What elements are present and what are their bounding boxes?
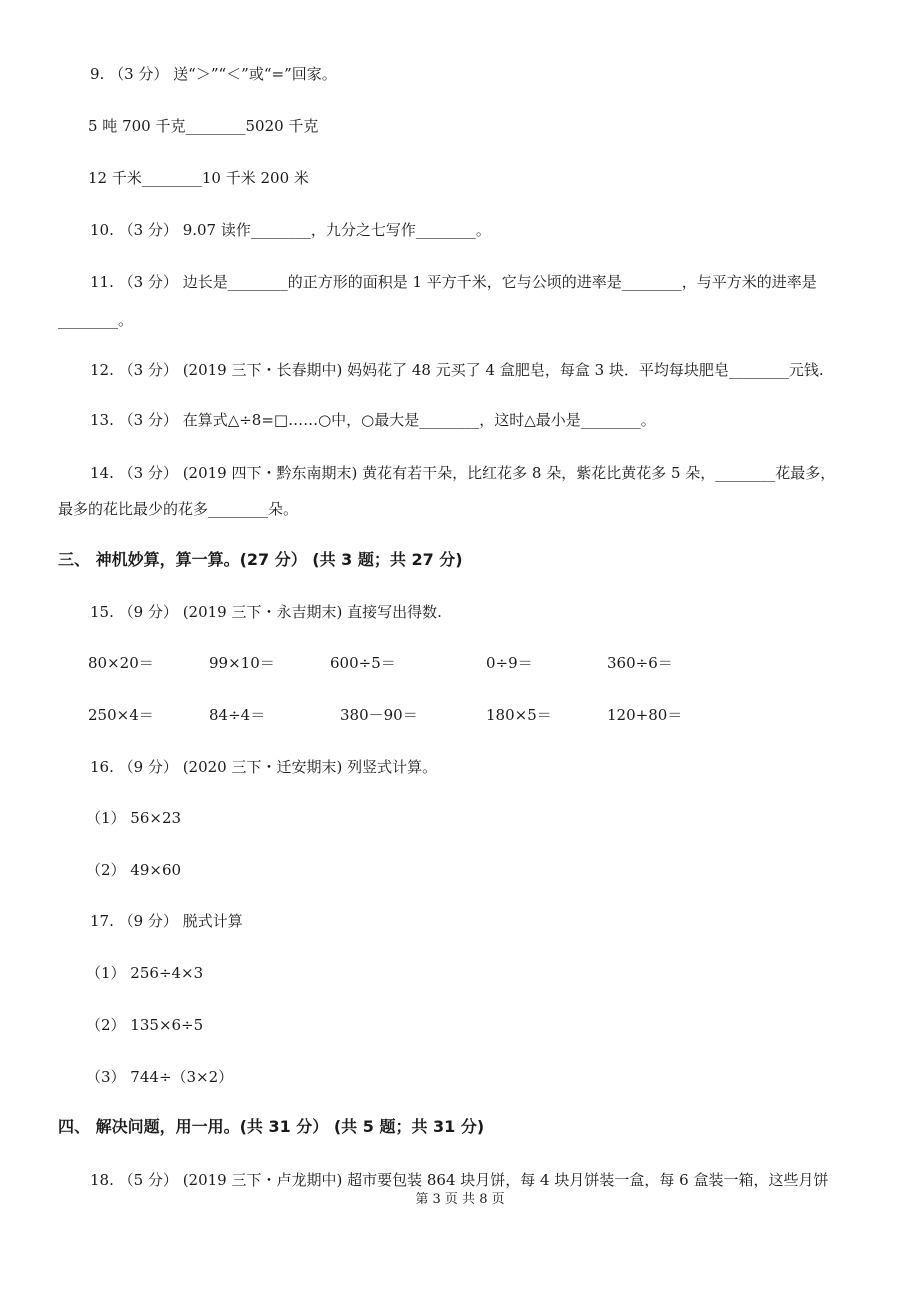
question-18: 18. （5 分） (2019 三下・卢龙期中) 超市要包装 864 块月饼，每 4 块月饼装一盒，每 6 盒装一箱，这些月饼: [90, 1171, 829, 1189]
q17-item: （3） 744÷（3×2）: [86, 1068, 234, 1086]
q11-line-1: 11. （3 分） 边长是________的正方形的面积是 1 平方千米，它与公顷的进率是________，与平方米的进率是: [90, 273, 817, 291]
q11-line-2: ________。: [58, 311, 134, 329]
section-4-heading: 四、 解决问题，用一用。(共 31 分） (共 5 题；共 31 分): [58, 1117, 485, 1136]
q9-line-2: 12 千米________10 千米 200 米: [88, 169, 309, 187]
question-10: 10. （3 分） 9.07 读作________，九分之七写作________。: [90, 221, 491, 239]
q14-line-1: 14. （3 分） (2019 四下・黔东南期末) 黄花有若干朵，比红花多 8 朵，紫花比黄花多 5 朵，________花最多，: [90, 464, 836, 482]
q15-problem: 360÷6＝: [607, 654, 673, 672]
q15-problem: 380－90＝: [340, 706, 418, 724]
q17-stem: 17. （9 分） 脱式计算: [90, 912, 243, 930]
q9-stem: 9. （3 分） 送“＞”“＜”或“=”回家。: [90, 65, 337, 83]
q16-stem: 16. （9 分） (2020 三下・迁安期末) 列竖式计算。: [90, 758, 438, 776]
q17-item: （2） 135×6÷5: [86, 1016, 204, 1034]
q15-stem: 15. （9 分） (2019 三下・永吉期末) 直接写出得数.: [90, 603, 442, 621]
q17-item: （1） 256÷4×3: [86, 964, 204, 982]
q15-problem: 120+80＝: [607, 706, 683, 724]
q15-problem: 0÷9＝: [486, 654, 533, 672]
q16-item: （1） 56×23: [86, 809, 182, 827]
q15-problem: 180×5＝: [486, 706, 552, 724]
question-13: 13. （3 分） 在算式△÷8=□……○中，○最大是________，这时△最小是________。: [90, 411, 656, 429]
q15-problem: 250×4＝: [88, 706, 154, 724]
q15-problem: 99×10＝: [209, 654, 275, 672]
q14-line-2: 最多的花比最少的花多________朵。: [58, 500, 299, 518]
q15-problem: 600÷5＝: [330, 654, 396, 672]
section-3-heading: 三、 神机妙算，算一算。(27 分） (共 3 题；共 27 分): [58, 550, 463, 569]
q15-problem: 80×20＝: [88, 654, 154, 672]
question-12: 12. （3 分） (2019 三下・长春期中) 妈妈花了 48 元买了 4 盒肥皂，每盒 3 块．平均每块肥皂________元钱.: [90, 361, 824, 379]
q9-line-1: 5 吨 700 千克________5020 千克: [88, 117, 319, 135]
q15-problem: 84÷4＝: [209, 706, 266, 724]
page-footer: 第 3 页 共 8 页: [415, 1192, 505, 1207]
q16-item: （2） 49×60: [86, 861, 182, 879]
